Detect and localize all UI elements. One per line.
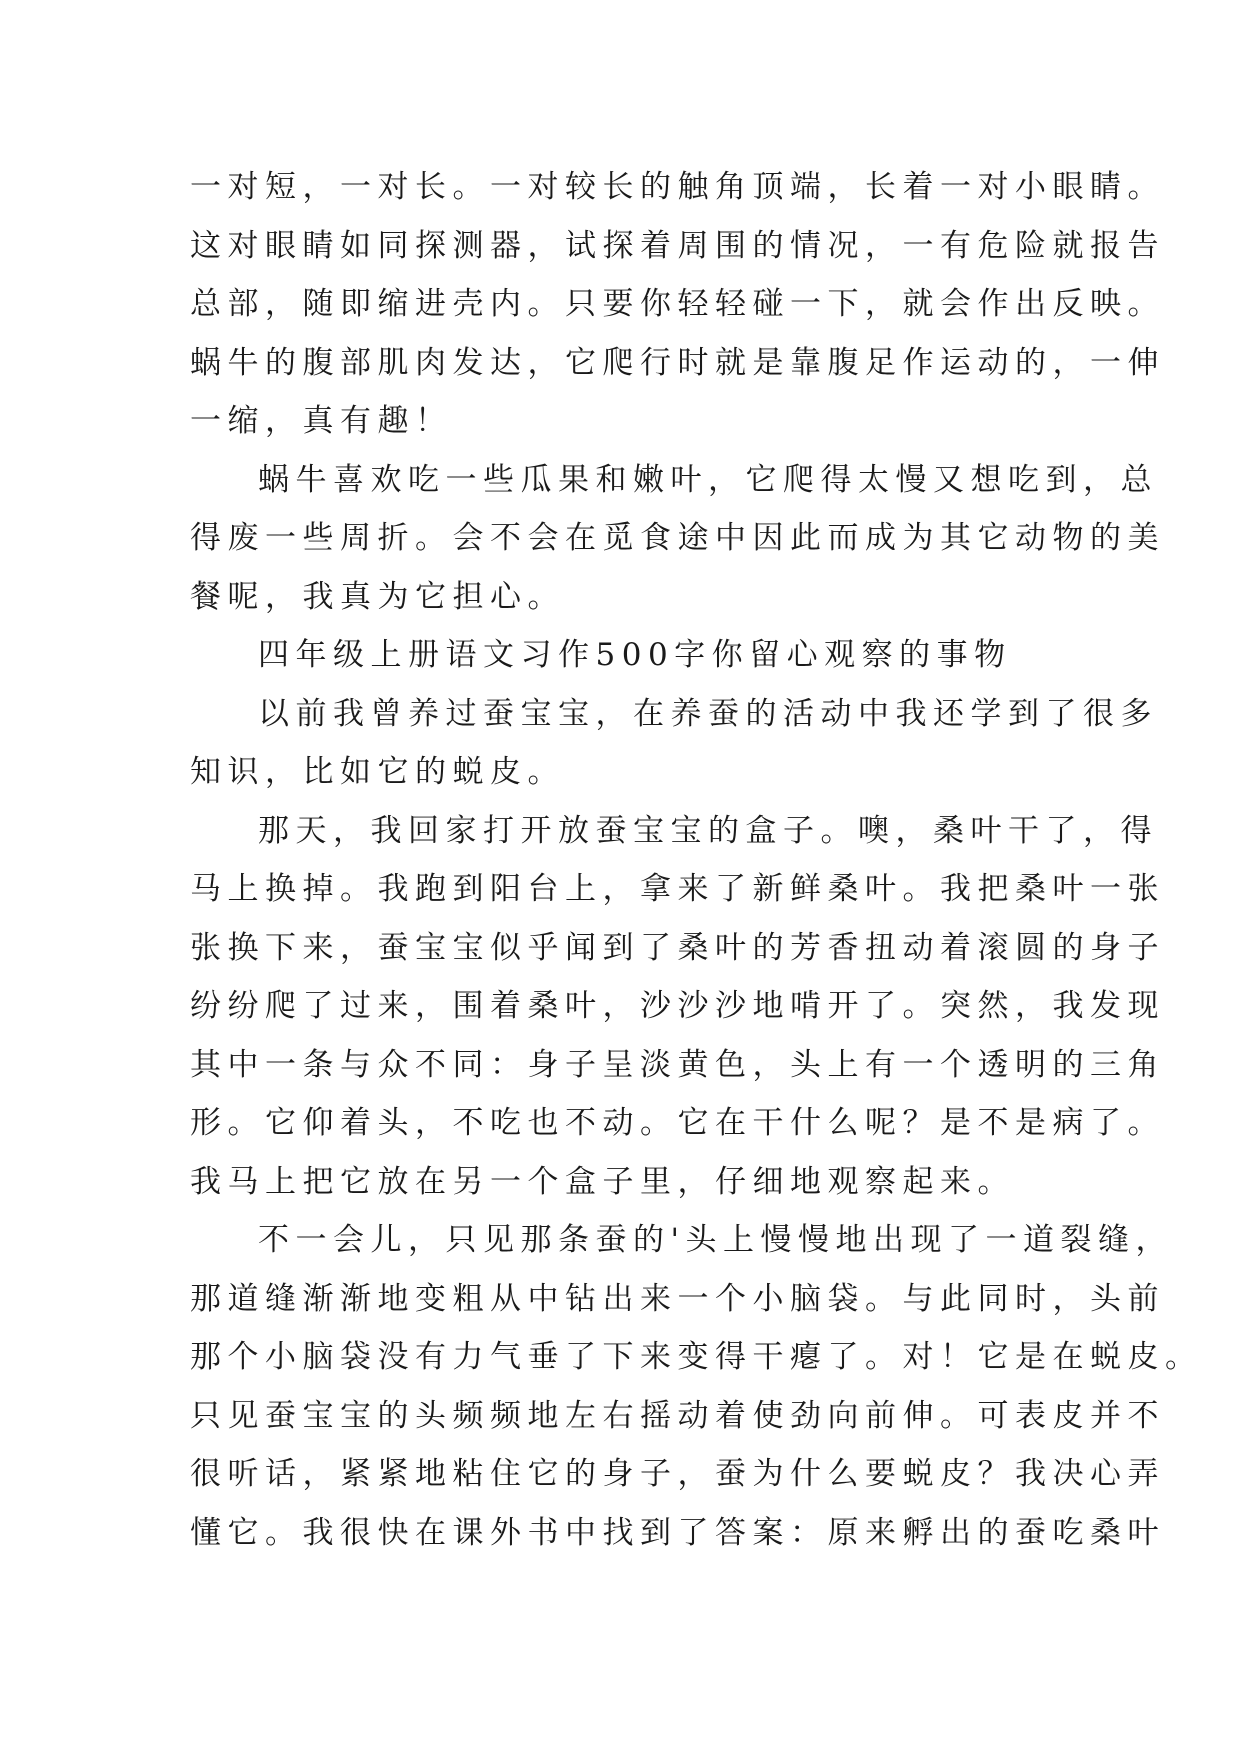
text-line: 纷纷爬了过来，围着桑叶，沙沙沙地啃开了。突然，我发现	[190, 988, 1165, 1024]
section-heading: 四年级上册语文习作500字你留心观察的事物	[258, 637, 1012, 673]
text-line: 马上换掉。我跑到阳台上，拿来了新鲜桑叶。我把桑叶一张	[190, 871, 1165, 907]
text-line: 形。它仰着头，不吃也不动。它在干什么呢？是不是病了。	[190, 1105, 1165, 1141]
text-line: 餐呢，我真为它担心。	[190, 578, 565, 615]
document-body	[190, 158, 1203, 1562]
paragraph-start-line: 蜗牛喜欢吃一些瓜果和嫩叶，它爬得太慢又想吃到，总	[258, 461, 1158, 498]
text-line: 蜗牛的腹部肌肉发达，它爬行时就是靠腹足作运动的，一伸	[190, 344, 1165, 381]
text-line: 其中一条与众不同：身子呈淡黄色，头上有一个透明的三角	[190, 1046, 1165, 1083]
text-line: 这对眼睛如同探测器，试探着周围的情况，一有危险就报告	[190, 227, 1165, 264]
paragraph-start-line: 不一会儿，只见那条蚕的'头上慢慢地出现了一道裂缝，	[258, 1222, 1174, 1258]
text-line: 我马上把它放在另一个盒子里，仔细地观察起来。	[190, 1163, 1015, 1200]
text-line: 得废一些周折。会不会在觅食途中因此而成为其它动物的美	[190, 520, 1165, 556]
text-line: 一对短，一对长。一对较长的触角顶端，长着一对小眼睛。	[190, 169, 1165, 205]
paragraph-start-line: 以前我曾养过蚕宝宝，在养蚕的活动中我还学到了很多	[258, 695, 1158, 732]
text-line: 总部，随即缩进壳内。只要你轻轻碰一下，就会作出反映。	[190, 286, 1165, 322]
paragraph-start-line: 那天，我回家打开放蚕宝宝的盒子。噢，桑叶干了，得	[258, 812, 1158, 849]
text-line: 只见蚕宝宝的头频频地左右摇动着使劲向前伸。可表皮并不	[190, 1397, 1165, 1434]
text-line: 一缩，真有趣！	[190, 403, 453, 439]
text-line: 那道缝渐渐地变粗从中钻出来一个小脑袋。与此同时，头前	[190, 1280, 1165, 1317]
text-line: 张换下来，蚕宝宝似乎闻到了桑叶的芳香扭动着滚圆的身子	[190, 929, 1165, 966]
text-line: 很听话，紧紧地粘住它的身子，蚕为什么要蜕皮？我决心弄	[190, 1456, 1165, 1492]
text-line: 那个小脑袋没有力气垂了下来变得干瘪了。对！它是在蜕皮。	[190, 1339, 1203, 1375]
text-line: 懂它。我很快在课外书中找到了答案：原来孵出的蚕吃桑叶	[190, 1514, 1165, 1551]
text-line: 知识，比如它的蜕皮。	[190, 754, 565, 790]
